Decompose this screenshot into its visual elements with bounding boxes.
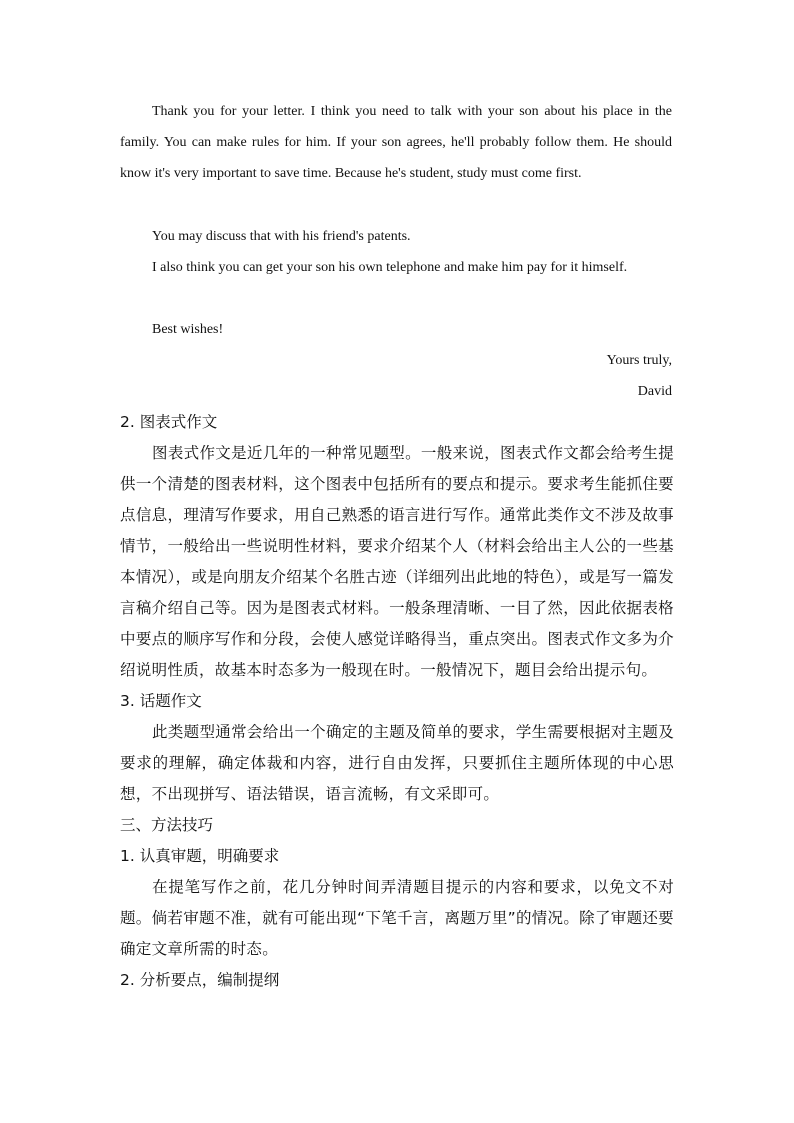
letter-paragraph-1: Thank you for your letter. I think you need to talk with your son about his place in the family. You can make rules for him. If your son agrees, he'll probably follow them. He should know it's very important to save time. Because he's student, study must come first. xyxy=(120,104,672,181)
letter-paragraph-3: I also think you can get your son his own telephone and make him pay for it himself. xyxy=(152,260,628,275)
method-2-heading: 2. 分析要点，编制提纲 xyxy=(120,971,280,989)
letter-signoff: Yours truly, xyxy=(606,353,672,368)
methods-heading: 三、方法技巧 xyxy=(120,816,214,834)
section-2-heading: 2. 图表式作文 xyxy=(120,413,218,431)
section-3-heading: 3. 话题作文 xyxy=(120,692,202,710)
letter-paragraph-2: You may discuss that with his friend's patents. xyxy=(152,229,411,244)
letter-closing: Best wishes! xyxy=(152,322,224,337)
section-3-body: 此类题型通常会给出一个确定的主题及简单的要求，学生需要根据对主题及要求的理解，确定体裁和内容，进行自由发挥，只要抓住主题所体现的中心思想，不出现拼写、语法错误，语言流畅，有文采即可。 xyxy=(120,723,674,803)
method-1-body: 在提笔写作之前，花几分钟时间弄清题目提示的内容和要求，以免文不对题。倘若审题不准，就有可能出现“下笔千言，离题万里”的情况。除了审题还要确定文章所需的时态。 xyxy=(120,878,674,958)
section-2-body: 图表式作文是近几年的一种常见题型。一般来说，图表式作文都会给考生提供一个清楚的图表材料，这个图表中包括所有的要点和提示。要求考生能抓住要点信息，理清写作要求，用自己熟悉的语言进行写作。通常此类作文不涉及故事情节，一般给出一些说明性材料，要求介绍某个人（材料会给出主人公的一些基本情况），或是向朋友介绍某个名胜古迹（详细列出此地的特色），或是写一篇发言稿介绍自己等。因为是图表式材料。一般条理清晰、一目了然，因此依据表格中要点的顺序写作和分段，会使人感觉详略得当，重点突出。图表式作文多为介绍说明性质，故基本时态多为一般现在时。一般情况下，题目会给出提示句。 xyxy=(120,444,674,679)
letter-signature-name: David xyxy=(637,384,672,399)
method-1-heading: 1. 认真审题，明确要求 xyxy=(120,847,280,865)
